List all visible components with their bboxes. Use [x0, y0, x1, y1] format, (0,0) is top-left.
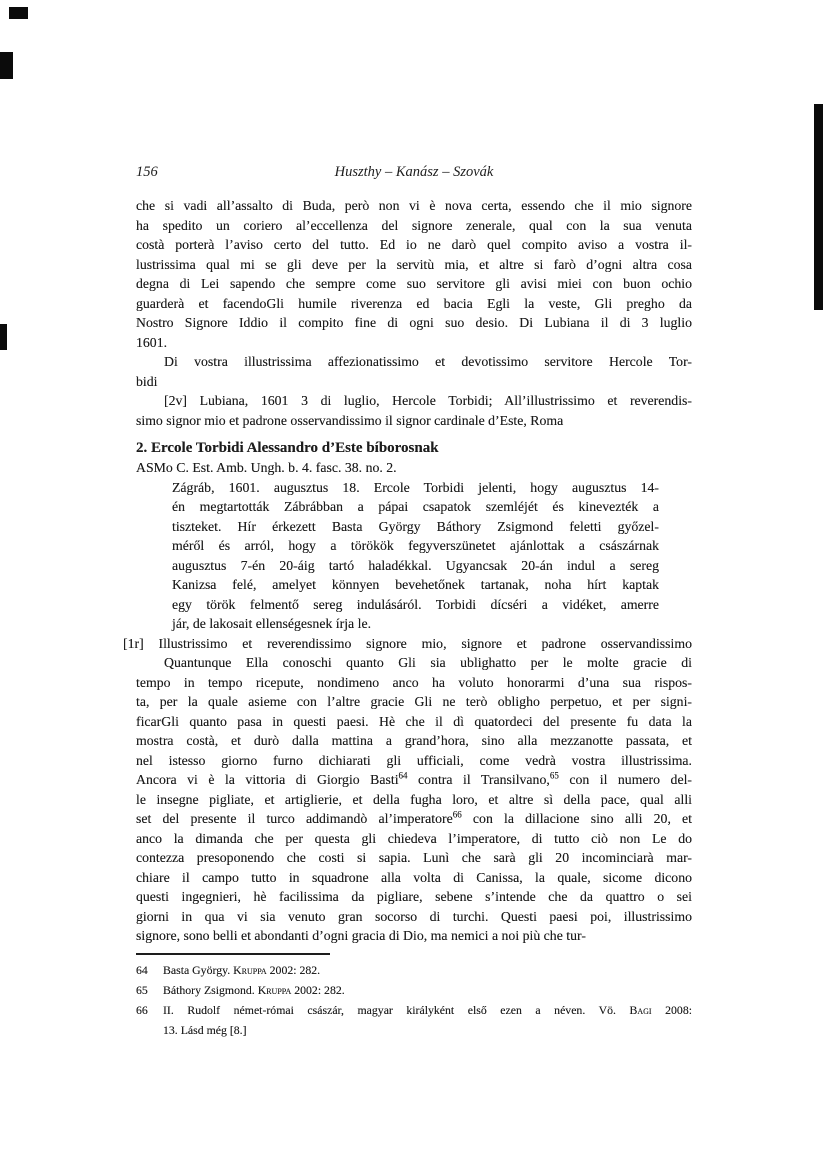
summary-line: egy török felmentő sereg indulásáról. Torbidi dícséri a vidéket, amerre [172, 596, 659, 612]
text-line: lustrissima qual mi se gli deve per la servitù mia, et altre si farò d’ogni altra cosa [136, 256, 692, 272]
running-title: Huszthy – Kanász – Szovák [334, 164, 494, 180]
text-line: [2v] Lubiana, 1601 3 di luglio, Hercole Torbidi; All’illustrissimo et reverendis- [164, 393, 692, 408]
scan-artifact-top-left [9, 7, 28, 19]
footnote-line: 13. Lásd még [8.] [163, 1022, 247, 1037]
footnotes-section [136, 960, 692, 1040]
document-content [123, 196, 693, 946]
footnote-marker: 66 [452, 809, 462, 820]
text-line: chiare il campo tutto in squadrone alla volta di Canissa, la quale, sicome dicono [136, 869, 692, 885]
footnote-number: 64 [136, 962, 148, 977]
small-caps-name: Bagi [629, 1002, 652, 1017]
text-line: Di vostra illustrissima affezionatissimo et devotissimo servitore Hercole Tor- [164, 354, 692, 369]
text-line: contezza presoponendo che costi si sapia. Lunì che sarà gli 20 incominciarà mar- [136, 850, 692, 865]
text-line: 1601. [136, 334, 168, 350]
paragraph [136, 196, 692, 352]
text-line: anco la dimanda che per questa gli chiedeva l’imperatore, di tutto ciò non Le do [136, 830, 692, 846]
text-line: nel istesso giorno furno dichiarati gli ufficiali, come vedrà vostra illustrissima. [136, 752, 692, 768]
text-line: tempo in tempo ricepute, nondimeno anco ha voluto honorarmi d’una sua rispos- [136, 674, 692, 690]
footnote-marker: 64 [398, 770, 408, 781]
footnote-line: 66 II. Rudolf német-római császár, magyar királyként első ezen a néven. Vö. Bagi 2008: [136, 1000, 692, 1020]
text-line: giorni in qua vi sia venuto gran socorso di turchi. Questi paesi poi, illustrissimo [136, 908, 692, 924]
scan-artifact-left-lower [0, 324, 7, 350]
summary-line: tiszteket. Hír érkezett Basta György Báthory Zsigmond feletti győzel- [172, 518, 659, 534]
text-line: le insegne pigliate, et artiglierie, et della fugha loro, et altre sì della pace, qual alli [136, 791, 692, 807]
text-line: degna di Lei sapendo che sempre come suo servitore gli avisi miei con buon ochio [136, 276, 692, 291]
text-line: ficarGli quanto pasa in questi paesi. Hè che il dì quatordeci del presente fu data la [136, 713, 692, 729]
text-line: simo signor mio et padrone osservandissimo il signor cardinale d’Este, Roma [136, 412, 564, 428]
summary-line: Kanizsa felé, amelyet könnyen bevehetőnek tartanak, noha hírt kaptak [172, 577, 659, 592]
footnote-line: 65 Báthory Zsigmond. Kruppa 2002: 282. [136, 980, 692, 1000]
footnote-number: 65 [136, 982, 148, 997]
page-number: 156 [136, 164, 158, 180]
summary-line: augusztus 7-én 20-áig tartó haladékkal. Ugyancsak 20-án indul a sereg [172, 557, 659, 573]
page-header [136, 162, 692, 182]
summary-line: méről és arról, hogy a törökök fegyverszünetet ajánlottak a császárnak [172, 538, 659, 553]
paragraph [136, 391, 692, 430]
text-line: set del presente il turco addimandò al’imperatore$^{66}$ con la dillacione sino alli 20, et [136, 809, 693, 826]
text-line: bidi [136, 373, 158, 389]
text-line: ta, per la quale asieme con l’altre gracie Gli ne terò obligho perpetuo, et per signi- [136, 694, 692, 709]
text-line: costà porterà l’aviso certo del tutto. Ed io ne darò quel compito aviso a vostra il- [136, 237, 692, 252]
footnote-separator [136, 953, 330, 955]
footnote-marker: 65 [549, 770, 559, 781]
text-line: guarderà et facendoGli humile riverenza ed bacia Egli la veste, Gli pregho da [136, 295, 692, 311]
text-line: signore, sono belli et abondanti d’ogni gracia di Dio, ma nemici a noi più che tur- [136, 928, 586, 943]
paragraph [136, 653, 692, 946]
small-caps-name: Kruppa [257, 982, 292, 997]
text-line: [1r] Illustrissimo et reverendissimo signore mio, signore et padrone osservandissimo [123, 635, 692, 651]
text-line: Nostro Signore Iddio il compito fine di ogni suo desio. Di Lubiana il di 3 luglio [136, 315, 692, 330]
page-column [123, 162, 693, 1040]
footnote-number: 66 [136, 1002, 148, 1017]
footnote-line: 64 Basta György. Kruppa 2002: 282. [136, 960, 692, 980]
summary-line: én megtartották Zábrábban a pápai csapatok szemléjét és kinevezték a [172, 499, 659, 514]
paragraph [136, 352, 692, 391]
summary-line: jár, de lakosait ellenségesnek írja le. [172, 616, 372, 631]
section-heading: 2. Ercole Torbidi Alessandro d’Este bíborosnak [136, 440, 439, 456]
text-line: ha spedito un coriero al’eccellenza del signore zenerale, qual con la sua venuta [136, 217, 692, 233]
text-line: Ancora vi è la vittoria di Giorgio Basti$^{64}$ contra il Transilvano,$^{65}$ con il numero del- [136, 770, 693, 787]
text-line: Quantunque Ella conoschi quanto Gli sia ublighatto per le molte gracie di [164, 655, 692, 670]
summary-line: Zágráb, 1601. augusztus 18. Ercole Torbidi jelenti, hogy augusztus 14- [172, 479, 659, 495]
small-caps-name: Kruppa [233, 962, 267, 977]
scan-artifact-right-edge [814, 104, 823, 310]
summary-block [172, 478, 659, 634]
text-line: mostra costà, et durò dalla mattina a grand’hora, sino alla mezzanotte passata, et [136, 733, 692, 748]
text-line: questi ingegnieri, hè facilissima da pigliare, sebene s’intende che da quattro o sei [136, 889, 692, 904]
scan-artifact-left-upper [0, 52, 13, 79]
archive-reference: ASMo C. Est. Amb. Ungh. b. 4. fasc. 38. no. 2. [136, 460, 397, 475]
text-line: che si vadi all’assalto di Buda, però non vi è nova certa, essendo che il mio signore [136, 198, 692, 213]
